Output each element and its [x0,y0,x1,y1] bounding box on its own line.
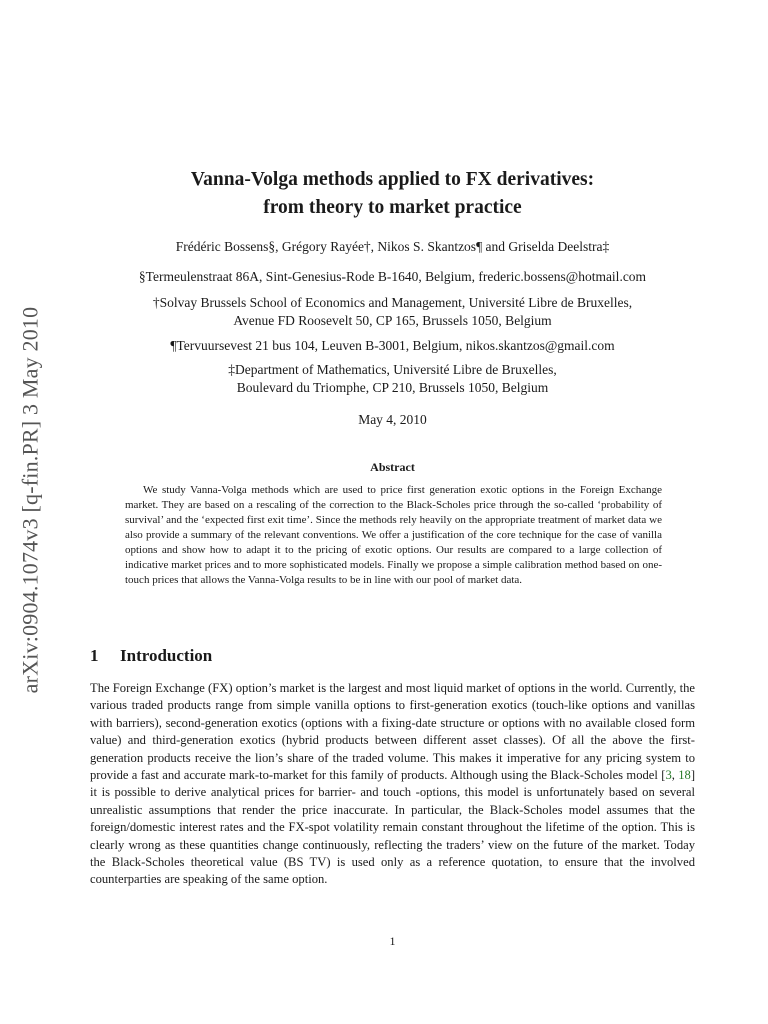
affiliation-4-line-2: Boulevard du Triomphe, CP 210, Brussels 1050, Belgium [236,380,549,395]
citation-link-3[interactable]: 3 [665,768,672,783]
author-list: Frédéric Bossens§, Grégory Rayée†, Nikos S. Skantzos¶ and Griselda Deelstra‡ [175,239,610,254]
title-line-2: from theory to market practice [263,197,522,218]
affiliation-1: §Termeulenstraat 86A, Sint-Genesius-Rode B-1640, Belgium, frederic.bossens@hotmail.com [138,269,647,284]
citation-separator: , [671,768,679,783]
title-line-1: Vanna-Volga methods applied to FX derivatives: [190,169,595,190]
arxiv-identifier-text: arXiv:0904.1074v3 [q-fin.PR] 3 May 2010 [17,306,42,694]
citation-open-bracket: [ [661,768,666,783]
abstract-heading: Abstract [370,460,415,474]
arxiv-identifier-stamp [10,270,50,730]
affiliation-3: ¶Tervuursevest 21 bus 104, Leuven B-3001, Belgium, nikos.skantzos@gmail.com [170,338,615,353]
paper-date: May 4, 2010 [358,412,427,427]
citation-link-18[interactable]: 18 [678,768,691,783]
intro-text-part-2: it is possible to derive analytical prices for barrier- and touch -options, this model is unfortunately based on several unrealistic assumptions that render the price inaccurate. In particular, the Black-Scholes model assumes that the foreign/domestic interest rates and the FX-spot volatility remain constant throughout the lifetime of the option. This is clearly wrong as these quantities change continuously, reflecting the traders’ view on the future of the market. Today the Black-Scholes theoretical value (BS TV) is used only as a reference quotation, to ensure that the involved counterparties are speaking of the same option. [90,785,695,887]
affiliation-2-line-2: Avenue FD Roosevelt 50, CP 165, Brussels 1050, Belgium [233,313,552,328]
intro-text-part-1: The Foreign Exchange (FX) option’s market is the largest and most liquid market of options in the world. Currently, the various traded products range from simple vanilla options to first-generation exotics (touch-like options and vanillas with barriers), second-generation exotics (options with a fixing-date structure or options with no available closed form value) and third-generation exotics (hybrid products between different asset classes). Of all the above the first-generation products receive the lion’s share of the traded volume. This makes it imperative for any pricing system to provide a fast and accurate mark-to-market for this family of products. Although using the Black-Scholes model [90,681,695,783]
section-number: 1 [90,646,99,665]
introduction-paragraph [90,680,695,889]
section-title: Introduction [120,646,213,665]
paper-title [90,166,695,222]
affiliation-4-line-1: ‡Department of Mathematics, Université Libre de Bruxelles, [228,362,557,377]
abstract-text: We study Vanna-Volga methods which are used to price first generation exotic options in the Foreign Exchange market. They are based on a rescaling of the correction to the Black-Scholes price through the so-called ‘probability of survival’ and the ‘expected first exit time’. Since the methods rely heavily on the appropriate treatment of market data we also provide a summary of the relevant conventions. We offer a justification of the core technique for the case of vanilla options and show how to adapt it to the pricing of exotic options. Our results are compared to a large collection of indicative market prices and to more sophisticated models. Finally we propose a simple calibration method based on one-touch prices that allows the Vanna-Volga results to be in line with our pool of market data. [125,484,662,586]
affiliation-2-line-1: †Solvay Brussels School of Economics and Management, Université Libre de Bruxelles, [152,295,633,310]
page-number: 1 [389,934,396,948]
affiliation-4 [90,361,695,397]
citation-close-bracket: ] [690,768,696,783]
affiliation-2 [90,294,695,330]
section-heading [90,646,212,666]
